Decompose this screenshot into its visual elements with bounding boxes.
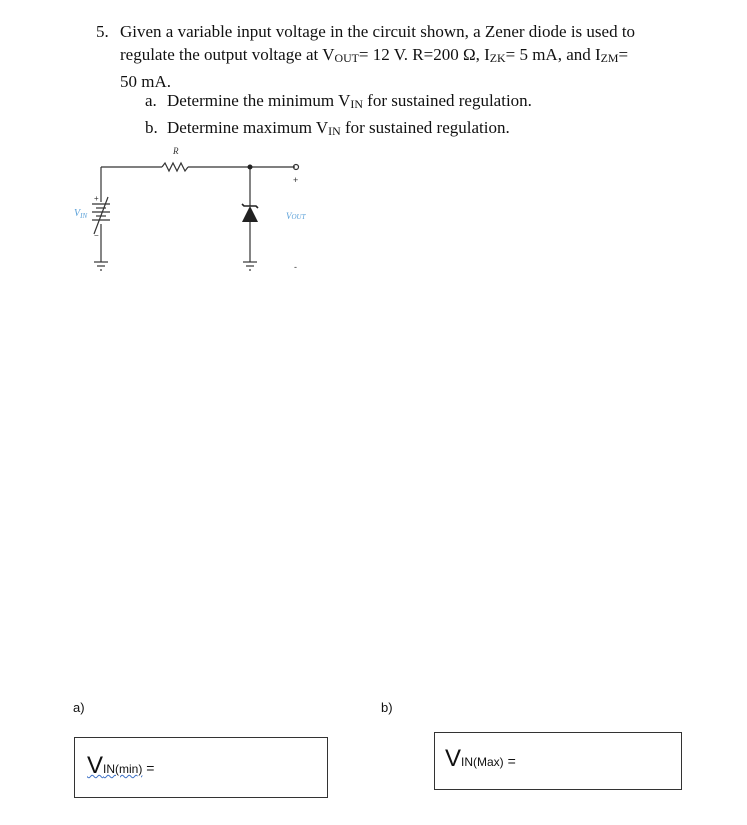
vin-label	[74, 208, 87, 220]
answer-a-box[interactable]	[74, 737, 328, 798]
q-l2-pre: regulate the output voltage at V	[120, 45, 335, 64]
question-parts	[145, 89, 532, 143]
q-l2-mid1: = 12 V. R=200 Ω, I	[358, 45, 490, 64]
answer-b-label: b)	[381, 700, 393, 715]
q-l2-end: =	[618, 45, 629, 64]
q-l2-zm-sub: ZM	[600, 51, 619, 65]
question-line-1	[120, 20, 706, 43]
vout-minus: -	[294, 262, 297, 272]
question-body	[120, 20, 706, 93]
part-a-label: a.	[145, 91, 157, 110]
question-number: 5.	[96, 22, 109, 41]
answer-a-v: V	[87, 752, 104, 779]
vin-label-sub: IN	[80, 212, 88, 220]
question-line-2	[120, 43, 706, 70]
question-line-1-text: Given a variable input voltage in the circuit shown, a Zener diode is used to	[120, 22, 636, 41]
part-a-text: Determine the minimum V	[167, 91, 351, 110]
vout-plus: +	[293, 175, 299, 185]
question-line-3-text: 50 mA.	[120, 72, 171, 91]
answer-b-v: V	[445, 745, 462, 772]
part-b-sub: IN	[328, 124, 341, 138]
resistor-label: R	[173, 146, 179, 156]
answer-a-eq: =	[142, 760, 155, 776]
vout-label-sub: OUT	[291, 213, 306, 221]
part-b-text: Determine maximum V	[167, 118, 329, 137]
part-b-after: for sustained regulation.	[340, 118, 510, 137]
vout-label-v: V	[286, 211, 292, 221]
part-a-after: for sustained regulation.	[362, 91, 532, 110]
resistor-r	[162, 163, 188, 171]
part-b	[145, 116, 532, 143]
part-a	[145, 89, 532, 116]
part-a-sub: IN	[350, 97, 363, 111]
junction-dot	[248, 165, 253, 170]
answer-a-expression	[87, 752, 154, 780]
q-l2-zk-sub: ZK	[489, 51, 506, 65]
q-l2-out-sub: OUT	[334, 51, 359, 65]
answer-b-box[interactable]	[434, 732, 682, 790]
answer-b-sub: IN(Max)	[461, 755, 504, 769]
part-b-label: b.	[145, 118, 158, 137]
answer-b-eq: =	[503, 753, 516, 769]
q-l2-mid2: = 5 mA, and I	[505, 45, 601, 64]
vout-label	[286, 211, 307, 221]
vin-plus: +	[94, 194, 99, 203]
answer-a-label: a)	[73, 700, 85, 715]
zener-circuit-diagram	[70, 142, 330, 282]
answer-b-expression	[445, 745, 516, 773]
question-block	[96, 20, 706, 93]
zener-diode-icon	[242, 206, 258, 222]
answer-a-sub: IN(min)	[103, 762, 143, 776]
vin-label-v: V	[74, 208, 81, 219]
vin-minus: −	[94, 231, 99, 240]
